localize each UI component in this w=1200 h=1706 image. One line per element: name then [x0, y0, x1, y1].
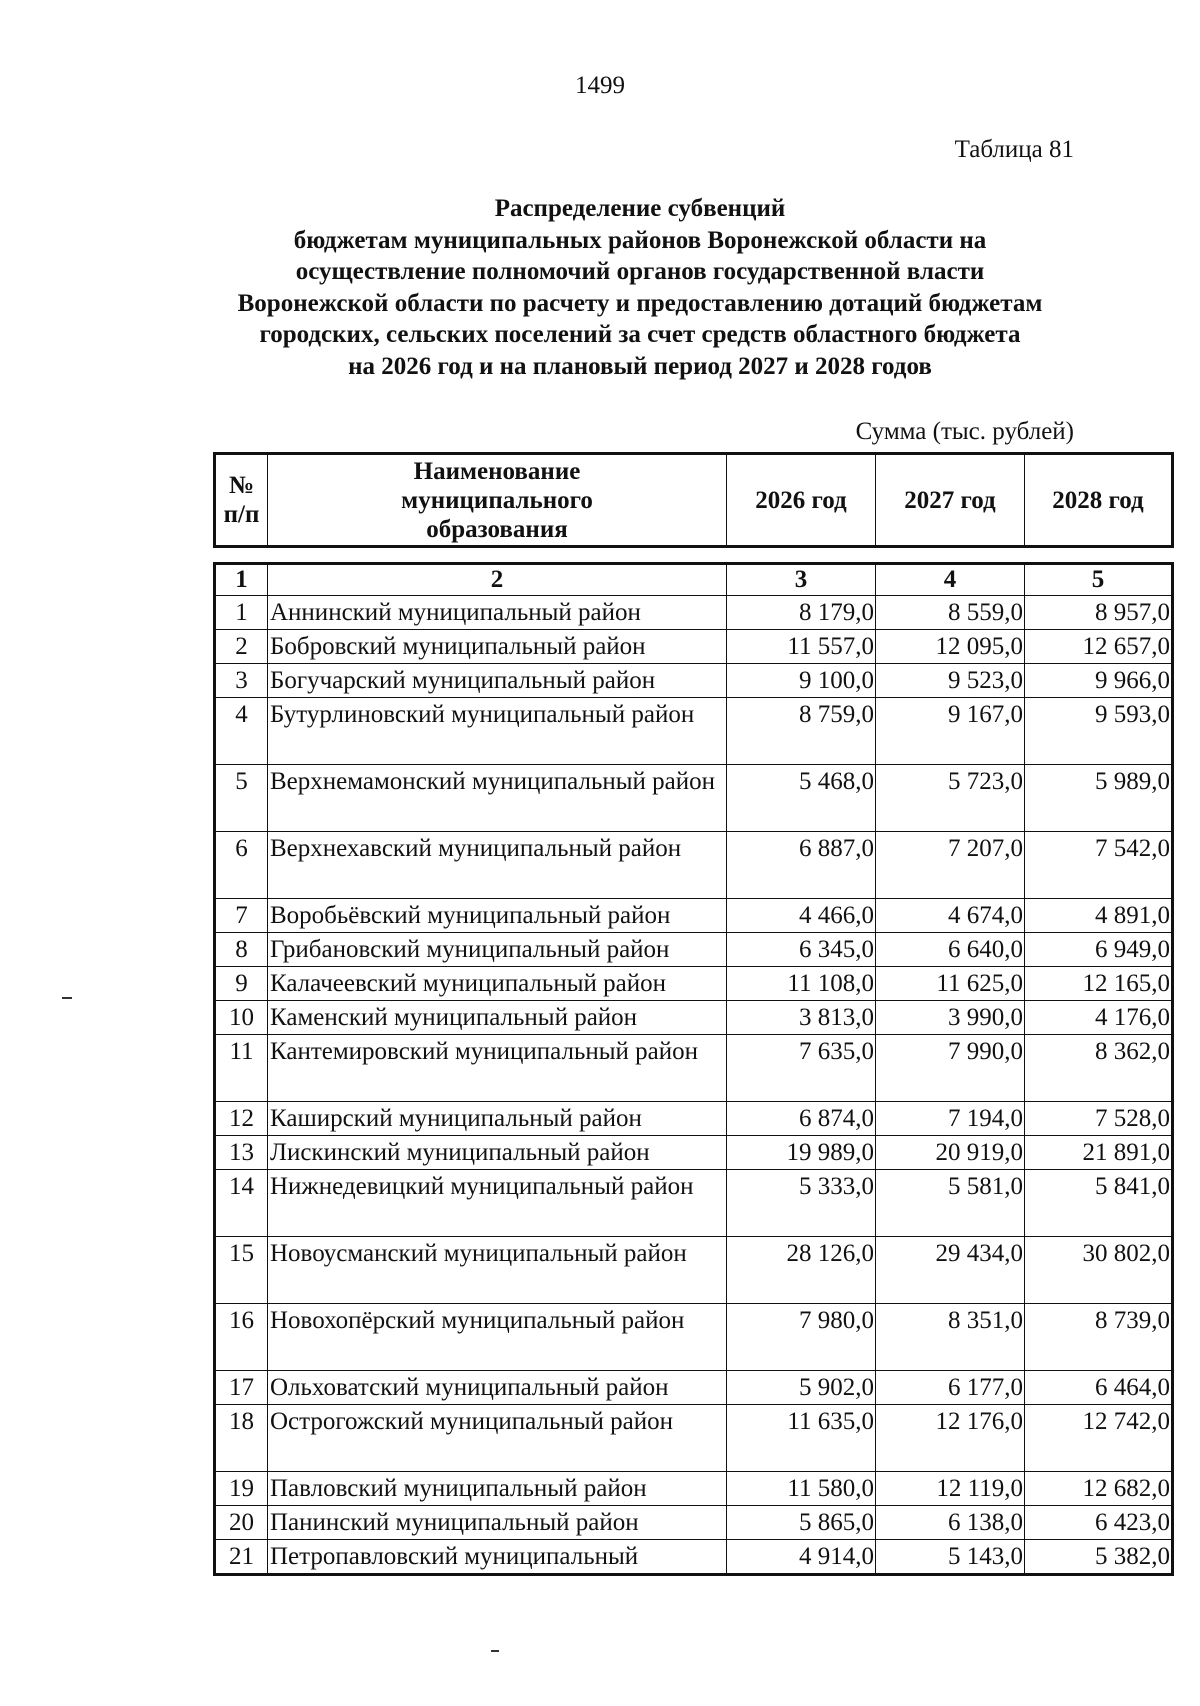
table-row	[215, 832, 1173, 899]
table-number: Таблица 81	[954, 136, 1074, 163]
table-row	[215, 1506, 1173, 1540]
table-row	[215, 899, 1173, 933]
column-number: 1	[215, 564, 268, 596]
header-num: № п/п	[215, 454, 268, 547]
row-number: 15	[215, 1237, 268, 1304]
value-2026: 5 902,0	[727, 1371, 876, 1405]
value-2026: 6 887,0	[727, 832, 876, 899]
column-number: 5	[1025, 564, 1173, 596]
title-line: городских, сельских поселений за счет средств областного бюджета	[259, 321, 1021, 349]
value-2028: 8 957,0	[1025, 596, 1173, 630]
row-number: 19	[215, 1472, 268, 1506]
row-number: 7	[215, 899, 268, 933]
value-2028: 6 949,0	[1025, 933, 1173, 967]
value-2028: 12 657,0	[1025, 630, 1173, 664]
municipality-name: Кантемировский муниципальный район	[268, 1035, 727, 1102]
municipality-name: Нижнедевицкий муниципальный район	[268, 1170, 727, 1237]
value-2026: 6 345,0	[727, 933, 876, 967]
value-2027: 12 119,0	[876, 1472, 1025, 1506]
value-2026: 4 914,0	[727, 1540, 876, 1575]
value-2027: 12 095,0	[876, 630, 1025, 664]
column-number: 4	[876, 564, 1025, 596]
table-row	[215, 698, 1173, 765]
value-2028: 5 382,0	[1025, 1540, 1173, 1575]
row-number: 9	[215, 967, 268, 1001]
row-number: 14	[215, 1170, 268, 1237]
municipality-name: Верхнемамонский муниципальный район	[268, 765, 727, 832]
row-number: 5	[215, 765, 268, 832]
value-2026: 8 179,0	[727, 596, 876, 630]
value-2026: 5 865,0	[727, 1506, 876, 1540]
value-2028: 6 464,0	[1025, 1371, 1173, 1405]
municipality-name: Лискинский муниципальный район	[268, 1136, 727, 1170]
table-row	[215, 1405, 1173, 1472]
table-row	[215, 630, 1173, 664]
row-number: 16	[215, 1304, 268, 1371]
value-2027: 9 167,0	[876, 698, 1025, 765]
row-number: 20	[215, 1506, 268, 1540]
table-row	[215, 1170, 1173, 1237]
value-2026: 28 126,0	[727, 1237, 876, 1304]
value-2028: 4 176,0	[1025, 1001, 1173, 1035]
title-line: Воронежской области по расчету и предоставлению дотаций бюджетам	[237, 289, 1043, 317]
value-2027: 12 176,0	[876, 1405, 1025, 1472]
row-number: 12	[215, 1102, 268, 1136]
value-2026: 19 989,0	[727, 1136, 876, 1170]
value-2027: 6 640,0	[876, 933, 1025, 967]
municipality-name: Воробьёвский муниципальный район	[268, 899, 727, 933]
title-line: на 2026 год и на плановый период 2027 и 2028 годов	[348, 352, 932, 380]
value-2026: 11 108,0	[727, 967, 876, 1001]
table-row	[215, 1001, 1173, 1035]
value-2026: 8 759,0	[727, 698, 876, 765]
document-title	[180, 193, 1100, 383]
value-2027: 6 177,0	[876, 1371, 1025, 1405]
value-2027: 7 990,0	[876, 1035, 1025, 1102]
table-row	[215, 765, 1173, 832]
value-2028: 8 739,0	[1025, 1304, 1173, 1371]
data-table	[213, 562, 1174, 1576]
value-2028: 9 593,0	[1025, 698, 1173, 765]
row-number: 21	[215, 1540, 268, 1575]
value-2026: 11 580,0	[727, 1472, 876, 1506]
value-2027: 4 674,0	[876, 899, 1025, 933]
municipality-name: Ольховатский муниципальный район	[268, 1371, 727, 1405]
value-2027: 5 143,0	[876, 1540, 1025, 1575]
table-row	[215, 1035, 1173, 1102]
municipality-name: Новоусманский муниципальный район	[268, 1237, 727, 1304]
municipality-name: Верхнехавский муниципальный район	[268, 832, 727, 899]
municipality-name: Калачеевский муниципальный район	[268, 967, 727, 1001]
table-row	[215, 1472, 1173, 1506]
municipality-name: Каменский муниципальный район	[268, 1001, 727, 1035]
value-2027: 3 990,0	[876, 1001, 1025, 1035]
value-2026: 4 466,0	[727, 899, 876, 933]
row-number: 6	[215, 832, 268, 899]
municipality-name: Острогожский муниципальный район	[268, 1405, 727, 1472]
scan-mark	[62, 997, 72, 999]
value-2028: 21 891,0	[1025, 1136, 1173, 1170]
municipality-name: Богучарский муниципальный район	[268, 664, 727, 698]
value-2026: 9 100,0	[727, 664, 876, 698]
table-row	[215, 967, 1173, 1001]
row-number: 18	[215, 1405, 268, 1472]
title-line: осуществление полномочий органов государственной власти	[295, 258, 985, 286]
municipality-name: Каширский муниципальный район	[268, 1102, 727, 1136]
value-2026: 5 468,0	[727, 765, 876, 832]
table-row	[215, 596, 1173, 630]
municipality-name: Грибановский муниципальный район	[268, 933, 727, 967]
value-2028: 5 989,0	[1025, 765, 1173, 832]
title-line: бюджетам муниципальных районов Воронежской области на	[293, 226, 987, 254]
value-2028: 12 682,0	[1025, 1472, 1173, 1506]
value-2027: 9 523,0	[876, 664, 1025, 698]
value-2026: 11 557,0	[727, 630, 876, 664]
value-2027: 8 351,0	[876, 1304, 1025, 1371]
value-2028: 12 165,0	[1025, 967, 1173, 1001]
row-number: 3	[215, 664, 268, 698]
municipality-name: Бобровский муниципальный район	[268, 630, 727, 664]
row-number: 2	[215, 630, 268, 664]
table-row	[215, 1136, 1173, 1170]
value-2027: 6 138,0	[876, 1506, 1025, 1540]
value-2027: 5 581,0	[876, 1170, 1025, 1237]
table-row	[215, 1540, 1173, 1575]
row-number: 1	[215, 596, 268, 630]
page-number: 1499	[575, 72, 625, 99]
row-number: 13	[215, 1136, 268, 1170]
value-2027: 5 723,0	[876, 765, 1025, 832]
header-name: Наименование муниципального образования	[268, 454, 727, 547]
municipality-name: Бутурлиновский муниципальный район	[268, 698, 727, 765]
scan-mark	[491, 1650, 499, 1652]
table-row	[215, 1371, 1173, 1405]
title-line: Распределение субвенций	[494, 195, 786, 222]
row-number: 11	[215, 1035, 268, 1102]
value-2028: 4 891,0	[1025, 899, 1173, 933]
table-row	[215, 1304, 1173, 1371]
table-row	[215, 1102, 1173, 1136]
value-2028: 12 742,0	[1025, 1405, 1173, 1472]
municipality-name: Панинский муниципальный район	[268, 1506, 727, 1540]
value-2026: 7 635,0	[727, 1035, 876, 1102]
table-row	[215, 933, 1173, 967]
value-2026: 11 635,0	[727, 1405, 876, 1472]
municipality-name: Новохопёрский муниципальный район	[268, 1304, 727, 1371]
value-2027: 7 194,0	[876, 1102, 1025, 1136]
row-number: 10	[215, 1001, 268, 1035]
header-2028: 2028 год	[1025, 454, 1173, 547]
value-2027: 20 919,0	[876, 1136, 1025, 1170]
table-header	[213, 452, 1174, 548]
row-number: 8	[215, 933, 268, 967]
value-2028: 30 802,0	[1025, 1237, 1173, 1304]
value-2026: 5 333,0	[727, 1170, 876, 1237]
value-2028: 6 423,0	[1025, 1506, 1173, 1540]
value-2027: 7 207,0	[876, 832, 1025, 899]
value-2027: 11 625,0	[876, 967, 1025, 1001]
value-2027: 8 559,0	[876, 596, 1025, 630]
value-2028: 5 841,0	[1025, 1170, 1173, 1237]
row-number: 4	[215, 698, 268, 765]
column-numbers-row	[215, 564, 1173, 596]
value-2027: 29 434,0	[876, 1237, 1025, 1304]
value-2026: 7 980,0	[727, 1304, 876, 1371]
column-number: 2	[268, 564, 727, 596]
column-number: 3	[727, 564, 876, 596]
municipality-name: Петропавловский муниципальный	[268, 1540, 727, 1575]
table-row	[215, 1237, 1173, 1304]
municipality-name: Павловский муниципальный район	[268, 1472, 727, 1506]
header-2027: 2027 год	[876, 454, 1025, 547]
header-2026: 2026 год	[727, 454, 876, 547]
value-2026: 3 813,0	[727, 1001, 876, 1035]
value-2028: 9 966,0	[1025, 664, 1173, 698]
units-label: Сумма (тыс. рублей)	[855, 418, 1074, 445]
value-2028: 7 528,0	[1025, 1102, 1173, 1136]
row-number: 17	[215, 1371, 268, 1405]
value-2026: 6 874,0	[727, 1102, 876, 1136]
value-2028: 8 362,0	[1025, 1035, 1173, 1102]
value-2028: 7 542,0	[1025, 832, 1173, 899]
table-row	[215, 664, 1173, 698]
municipality-name: Аннинский муниципальный район	[268, 596, 727, 630]
